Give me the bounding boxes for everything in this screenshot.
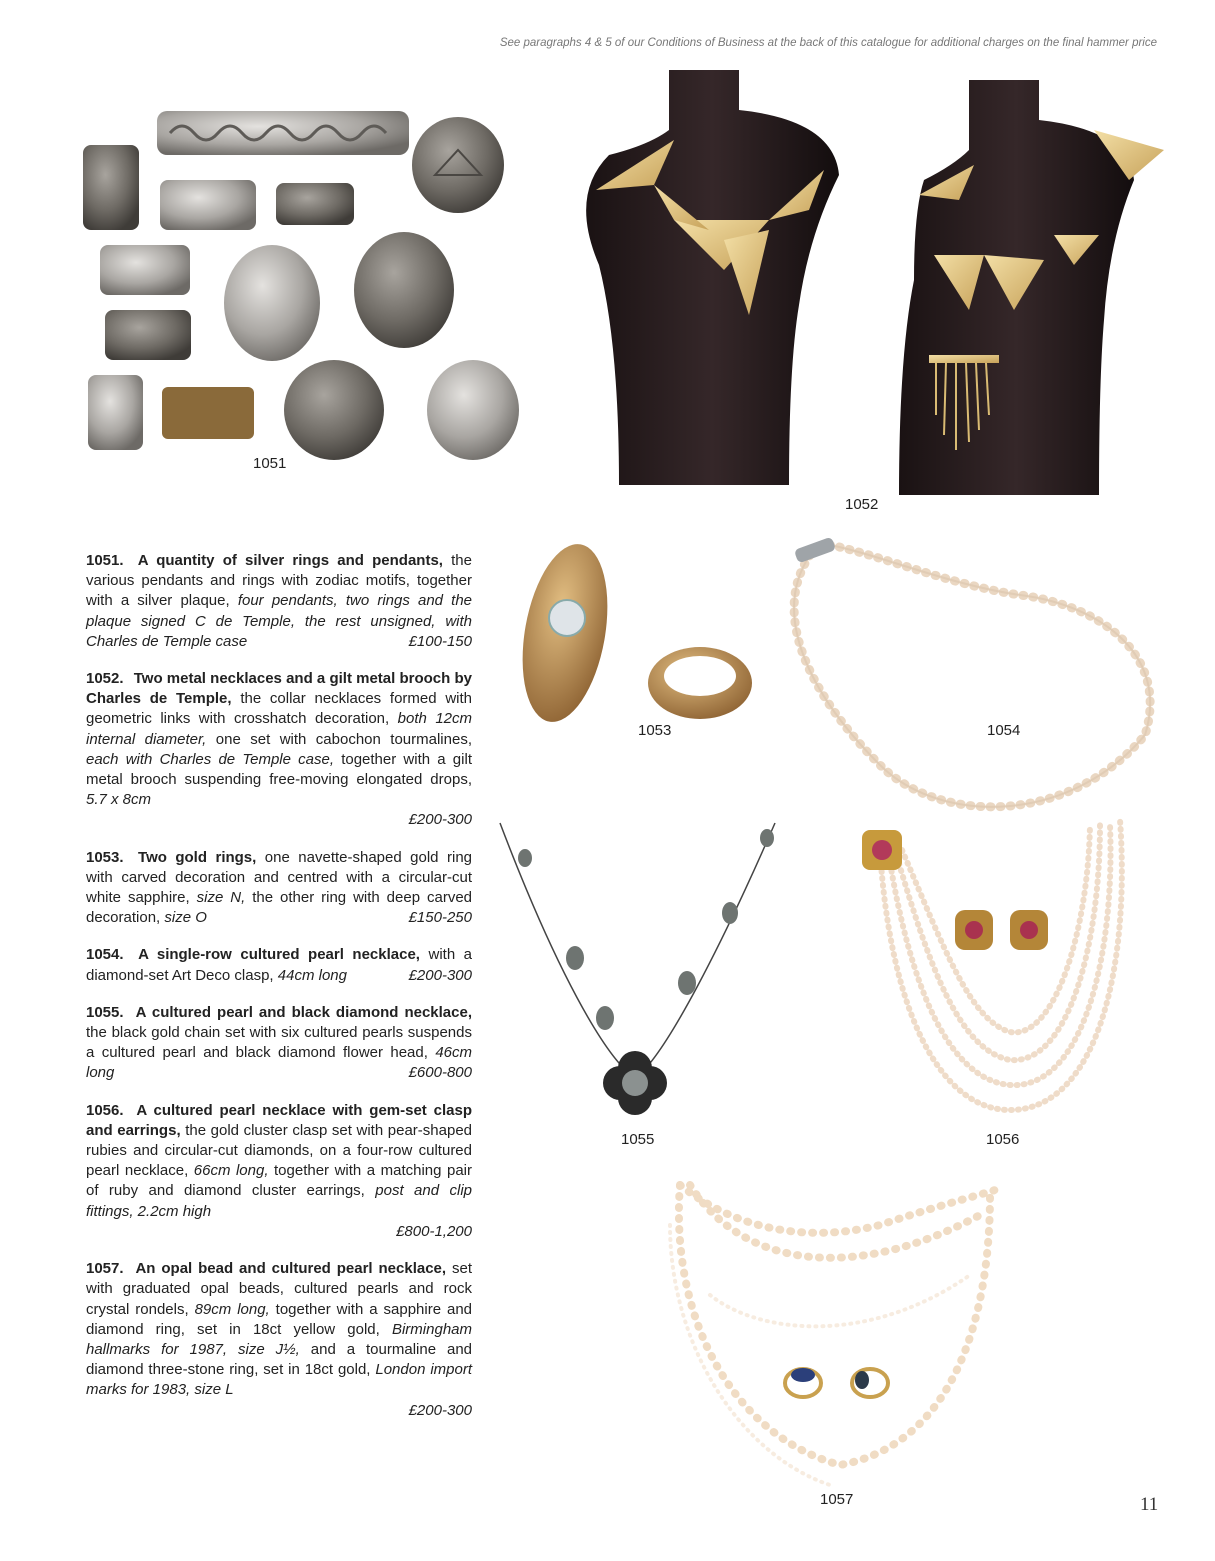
lot-price: £200-300 [408,811,472,829]
lot-italic: 89cm long, [194,1300,270,1318]
caption-lot-1051: 1051 [253,455,287,472]
photo-lot-1055 [495,818,780,1133]
lot-number: 1056. [86,1101,124,1119]
lot-text: the collar necklaces formed with geometric links with crosshatch decoration, [86,690,472,728]
photo-lot-1052 [574,70,1170,495]
lot-number: 1052. [86,670,124,688]
lot-title: A cultured pearl and black diamond necklace, [135,1003,472,1021]
lot-text: together with a gilt metal brooch suspending free-moving elongated drops, [86,750,472,789]
caption-lot-1053: 1053 [638,722,672,739]
lot-number: 1053. [86,848,124,866]
lot-title: A quantity of silver rings and pendants, [137,552,443,569]
lot-text: one navette-shaped gold ring with carved decoration and centred with a circular-cut white sapphire, [86,848,472,907]
photo-lot-1051 [80,105,520,460]
lot-title: An opal bead and cultured pearl necklace, [135,1260,447,1278]
lot-italic: 66cm long, [193,1162,269,1180]
caption-lot-1054: 1054 [987,722,1021,739]
lot-number: 1055. [86,1003,124,1021]
lot-1053 [86,848,472,929]
lot-italic: London import marks for 1983, size L [86,1361,472,1399]
lot-title: A single-row cultured pearl necklace, [138,946,420,964]
lot-italic: size O [164,909,207,927]
lot-1051 [86,551,472,652]
lot-title: Two metal necklaces and a gilt metal brooch by Charles de Temple, [86,670,472,708]
lot-price: £600-800 [408,1064,472,1082]
lot-price: £800-1,200 [396,1222,472,1240]
caption-lot-1056: 1056 [986,1131,1020,1148]
lot-text: and a tourmaline and diamond three-stone ring, set in 18ct gold, [86,1340,473,1379]
photo-lot-1056 [850,810,1150,1130]
lot-price: £200-300 [408,966,472,984]
lot-1056 [86,1101,472,1242]
lot-1052 [86,669,472,831]
lot-italic: size N, [196,889,246,907]
lot-title: A cultured pearl necklace with gem-set clasp and earrings, [86,1101,472,1139]
lot-text: the various pendants and rings with zodiac motifs, together with a silver plaque, [86,552,472,610]
lot-italic: post and clip fittings, 2.2cm high [86,1182,472,1220]
lot-text: the black gold chain set with six cultured pearls suspends a cultured pearl and black diamond flower head, [86,1024,472,1062]
page-number: 11 [1140,1494,1159,1515]
photo-lot-1054 [770,535,1170,830]
lot-italic: Birmingham hallmarks for 1987, size J½, [86,1320,472,1358]
lot-number: 1051. [86,552,124,569]
lot-1054 [86,945,472,985]
caption-lot-1055: 1055 [621,1131,655,1148]
lot-text: the gold cluster clasp set with pear-shaped rubies and circular-cut diamonds, on a four-row cultured pearl necklace, [86,1121,473,1180]
lot-1055 [86,1003,472,1084]
lot-number: 1054. [86,946,124,964]
lot-title: Two gold rings, [138,848,257,866]
caption-lot-1057: 1057 [820,1491,854,1508]
lot-text: one set with cabochon tourmalines, [215,730,472,748]
lot-text: together with a matching pair of ruby and diamond cluster earrings, [86,1162,473,1200]
lot-price: £100-150 [408,632,472,650]
caption-lot-1052: 1052 [845,496,879,513]
lot-italic: 5.7 x 8cm [86,791,152,809]
lot-italic: 44cm long [277,966,347,984]
lot-italic: four pendants, two rings and the plaque signed C de Temple, the rest unsigned, with Charles de Temple case [86,592,473,650]
lot-text: set with graduated opal beads, cultured pearls and rock crystal rondels, [86,1260,472,1318]
lot-number: 1057. [86,1260,124,1278]
lot-text: together with a sapphire and diamond ring, set in 18ct yellow gold, [86,1300,473,1338]
lot-italic: 46cm long [86,1044,472,1082]
lot-text: with a diamond-set Art Deco clasp, [86,946,473,984]
lot-price: £200-300 [408,1401,472,1419]
photo-lot-1057 [650,1165,1010,1500]
photo-lot-1053 [515,538,755,738]
lot-descriptions [86,551,472,1438]
header-note: See paragraphs 4 & 5 of our Conditions of Business at the back of this catalogue for additional charges on the final hammer price [499,37,1157,49]
lot-price: £150-250 [408,909,472,927]
lot-1057 [86,1259,472,1421]
lot-italic: both 12cm internal diameter, [86,710,472,748]
lot-italic: each with Charles de Temple case, [86,750,334,768]
lot-text: the other ring with deep carved decoration, [86,889,473,927]
